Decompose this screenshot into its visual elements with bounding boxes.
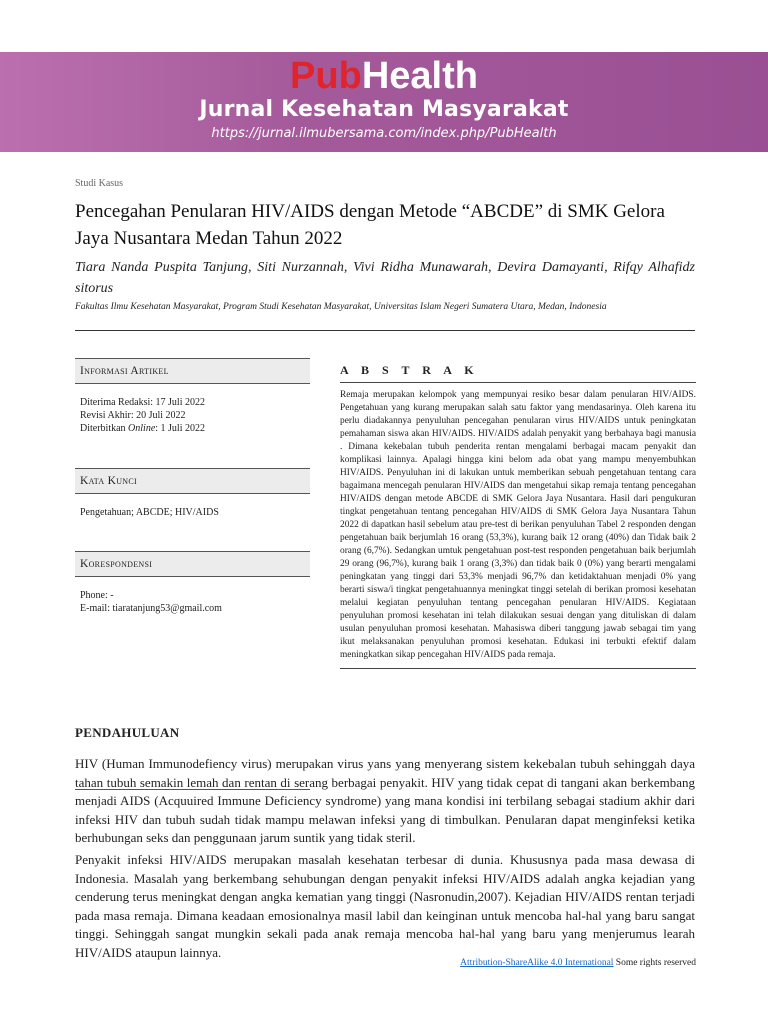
keywords-section: [75, 494, 310, 551]
correspondence-email: E-mail: tiaratanjung53@gmail.com: [80, 603, 222, 614]
revised-date: Revisi Akhir: 20 Juli 2022: [80, 410, 186, 421]
logo-pub-text: Pub: [290, 55, 362, 97]
published-date: [80, 422, 305, 435]
license-footer: [440, 958, 696, 968]
keywords-list: Pengetahuan; ABCDE; HIV/AIDS: [80, 507, 219, 518]
license-link[interactable]: Attribution-ShareAlike 4.0 International: [460, 958, 614, 968]
published-suffix: : 1 Juli 2022: [155, 423, 205, 434]
logo-health-text: Health: [361, 55, 478, 97]
abstract-heading: A B S T R A K: [340, 358, 696, 383]
journal-url: https://jurnal.ilmubersama.com/index.php/PubHealth: [211, 126, 557, 141]
journal-logo: [0, 54, 768, 98]
article-authors: Tiara Nanda Puspita Tanjung, Siti Nurzannah, Vivi Ridha Munawarah, Devira Damayanti, Rifqy Alhafidz sitorus: [75, 260, 695, 296]
header-divider: [75, 330, 695, 331]
article-dates: [75, 384, 310, 468]
correspondence-heading: Korespondensi: [75, 551, 310, 577]
rights-text: Some rights reserved: [613, 958, 696, 968]
keywords-heading: Kata Kunci: [75, 468, 310, 494]
body-paragraph-2: Penyakit infeksi HIV/AIDS merupakan masalah kesehatan terbesar di dunia. Khususnya pada masa dewasa di Indonesia. Masalah yang berkembang sehubungan dengan penyakit infeksi HIV/AIDS adalah angka kejadian yang cenderung terus meningkat dengan angka kematian yang tinggi (Nasronudin,2007). Kejadian HIV/AIDS rentan terjadi pada masa remaja. Dimana keadaan emosionalnya masil labil dan keinginan untuk mencoba hal-hal yang baru sangat tinggi. Sehinggah sangat mungkin sekali pada anak remaja mencoba hal-hal yang baru yang menjerumus learah HIV/AIDS ataupun lainnya.: [75, 852, 695, 960]
correspondence-phone: Phone: -: [80, 590, 114, 601]
published-online: Online: [128, 423, 156, 434]
article-type: Studi Kasus: [75, 178, 124, 189]
abstract-panel: [340, 358, 696, 669]
abstract-divider: [340, 668, 696, 669]
received-date: Diterima Redaksi: 17 Juli 2022: [80, 397, 205, 408]
abstract-text: Remaja merupakan kelompok yang mempunyai resiko besar dalam penularan HIV/AIDS. Pengetahuan yang kurang merupakan salah satu faktor yang mendasarinya. Oleh karena itu perlu diadakannya penyuluhan pencegahan penularan virus HIV/AIDS untuk peningkatan pemahaman siswa akan HIV/AIDS. HIV/AIDS adalah penyakit yang berbahaya bagi manusia . Dimana kekebalan tubuh penderita rentan mengalami berbagai macam penyakit dan komplikasi lainnya. Apalagi hingga kini belom ada obat yang mampu menyembuhkan HIV/AIDS. Penyuluhan ini di lakukan untuk memberikan sebuah pengetahuan tentang cara bagaimana mencegah penularan HIV/AIDS dan mengetahui sikap remaja tentang pencegahan HIV/AIDS dengan metode ABCDE di SMK Gelora Jaya Nusantara. Hasil dari pengukuran tingkat pengetahuan tentang pencegahan HIV/AIDS di SMK Gelora Jaya Nusantara Tahun 2022 di dapatkan hasil sebelum atau pre-test di berikan penyuluhan Tabel 2 responden dengan pengetahuan baik berjumlah 16 orang (53,3%), kurang baik 12 orang (40%) dan Tidak baik 2 orang (6,7%). Sedangkan umtuk pengetahuan post-test responden pengetahuan baik berjumlah 29 orang (96,7%), kurang baik 1 orang (3,3%) dan tidak baik 0 (0%) yang berarti mengalami peningkatan yang tinggi dari 53,3% menjadi 96,7% dan ketidaktahuan menjadi 0% yang berarti siswa/i tingkat pengetahuannya meningkat tinggi setelah di berikan promosi kesehatan melalui kegiatan penyuluhan tentang pencegahan penularan HIV/AIDS. Kegiataan penyuluhan promosi kesehatan ini telah dilakukan sesuai dengan yang dituliskan di dalam usulan penyuluhan promosi kesehatan. Mahasiswa diberi tanggung jawab sebagai tim yang ikut melaksanakan penyuluhan promosi kesehatan. Edukasi ini terbukti efektif dalam meningkatkan sikap pencegahan HIV/AIDS pada remaja.: [340, 390, 696, 660]
journal-name: Jurnal Kesehatan Masyarakat: [199, 97, 569, 122]
section-title-introduction: PENDAHULUAN: [75, 725, 180, 740]
body-paragraph-1: HIV (Human Immunodefiency virus) merupakan virus yans yang menyerang sistem kekebalan tubuh sehinggah daya tahan tubuh semakin lemah dan rentan di serang berbagai penyakit. HIV yang tidak cepat di tangani akan berkembang menjadi AIDS (Acquuired Immune Deficiency syndrome) yang mana kondisi ini terbilang sebagai stadium akhir dari infeksi HIV dan tubuh sudah tidak mampu melawan infeksi yang di timbulkan. Penularan dapat menginfeksi ketika berhubungan seks dan penggunaan jarum suntik yang tidak steril.: [75, 756, 695, 846]
article-info-heading: Informasi Artikel: [75, 358, 310, 384]
published-prefix: Diterbitkan: [80, 423, 129, 434]
article-title: Pencegahan Penularan HIV/AIDS dengan Metode “ABCDE” di SMK Gelora Jaya Nusantara Medan Tahun 2022: [75, 201, 665, 249]
journal-banner: [0, 52, 768, 152]
article-affiliation: Fakultas Ilmu Kesehatan Masyarakat, Program Studi Kesehatan Masyarakat, Universitas Islam Negeri Sumatera Utara, Medan, Indonesia: [75, 302, 607, 312]
